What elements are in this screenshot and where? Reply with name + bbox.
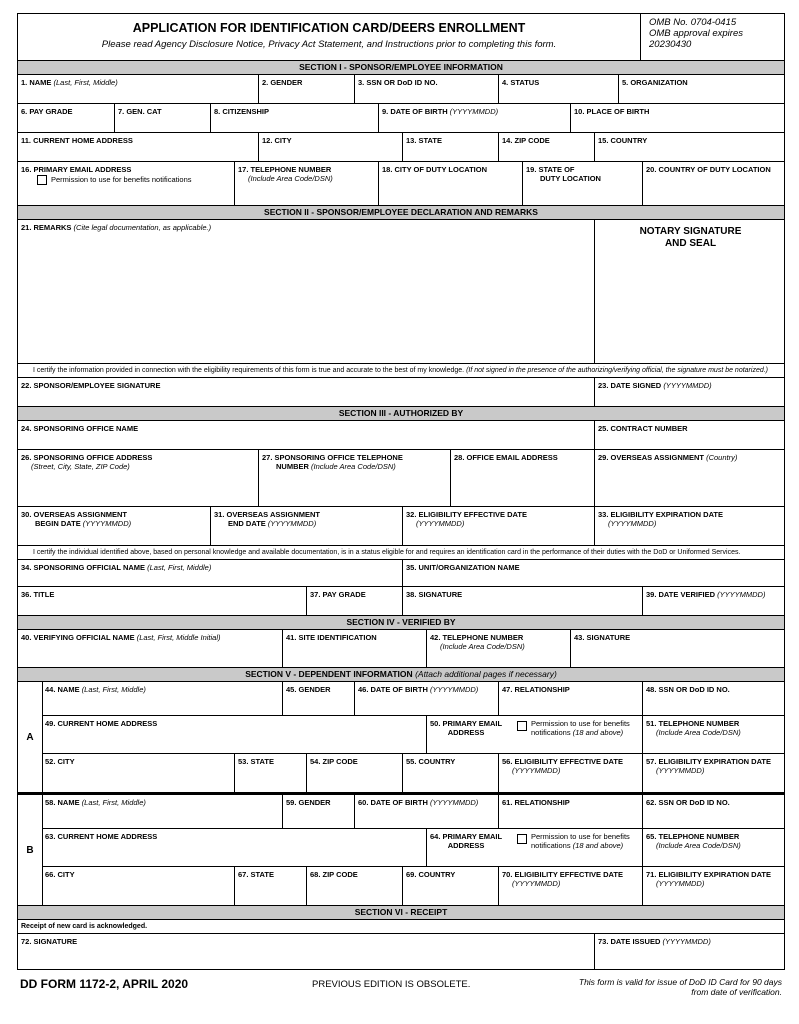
dep-a-state[interactable]: 53. STATE <box>234 754 306 792</box>
field-pay-grade[interactable]: 6. PAY GRADE <box>21 107 73 116</box>
field-gender[interactable]: 2. GENDER <box>258 75 354 103</box>
field-remarks[interactable]: 21. REMARKS (Cite legal documentation, as applicable.) <box>21 223 212 232</box>
field-city[interactable]: 12. CITY <box>258 133 402 161</box>
dep-b-email[interactable]: 64. PRIMARY EMAIL ADDRESS Permission to use for benefits notifications (18 and above) <box>426 829 642 866</box>
dep-b-name[interactable]: 58. NAME (Last, First, Middle) <box>45 798 146 807</box>
row-1 <box>17 75 785 104</box>
obsolete-notice: PREVIOUS EDITION IS OBSOLETE. <box>312 979 471 990</box>
field-zip[interactable]: 14. ZIP CODE <box>498 133 594 161</box>
dependent-a-label: A <box>18 682 43 792</box>
field-overseas-end[interactable]: 31. OVERSEAS ASSIGNMENT END DATE (YYYYMMDD) <box>210 507 402 545</box>
dep-a-eligibility-effective[interactable]: 56. ELIGIBILITY EFFECTIVE DATE (YYYYMMDD) <box>498 754 642 792</box>
dependent-a-row-2 <box>42 716 784 754</box>
field-office-email[interactable]: 28. OFFICE EMAIL ADDRESS <box>450 450 594 506</box>
field-name[interactable]: 1. NAME (Last, First, Middle) <box>21 78 118 87</box>
field-site-id[interactable]: 41. SITE IDENTIFICATION <box>282 630 426 667</box>
official-certification: I certify the individual identified above, based on personal knowledge and available documentation, is in a status eligible for and requires an identification card in the performance of their duties with the DoD or Uniformed Services. <box>17 546 785 560</box>
dependent-a <box>17 682 785 793</box>
validity-notice: This form is valid for issue of DoD ID Card for 90 days from date of verification. <box>578 977 782 997</box>
form-footer <box>17 977 785 1017</box>
dependent-a-row-3 <box>42 754 784 792</box>
field-verifier-signature[interactable]: 43. SIGNATURE <box>570 630 786 667</box>
field-verifier-name[interactable]: 40. VERIFYING OFFICIAL NAME (Last, First, Middle Initial) <box>21 633 221 642</box>
dependent-b-row-1 <box>42 795 784 829</box>
omb-box <box>640 14 785 60</box>
field-country[interactable]: 15. COUNTRY <box>594 133 786 161</box>
dependent-b-label: B <box>18 795 43 905</box>
field-office-name[interactable]: 24. SPONSORING OFFICE NAME <box>21 424 139 433</box>
field-contract-number[interactable]: 25. CONTRACT NUMBER <box>594 421 786 449</box>
dep-a-permission-checkbox[interactable] <box>517 721 527 731</box>
dep-b-relationship[interactable]: 61. RELATIONSHIP <box>498 795 642 828</box>
form-number: DD FORM 1172-2, APRIL 2020 <box>20 977 189 991</box>
section-1-header: SECTION I - SPONSOR/EMPLOYEE INFORMATION <box>17 61 785 75</box>
field-overseas-country[interactable]: 29. OVERSEAS ASSIGNMENT (Country) <box>594 450 786 506</box>
field-status[interactable]: 4. STATUS <box>498 75 618 103</box>
omb-number: OMB No. 0704-0415 <box>649 17 737 28</box>
dep-a-country[interactable]: 55. COUNTRY <box>402 754 498 792</box>
row-office-address <box>17 450 785 507</box>
row-verifier <box>17 630 785 668</box>
sponsor-certification: I certify the information provided in connection with the eligibility requirements of this form is true and accurate to the best of my knowledge. (If not signed in the presence of the authorizing/verifying official, the signature must be notarized.) <box>17 364 785 378</box>
field-official-pay-grade[interactable]: 37. PAY GRADE <box>306 587 402 615</box>
dep-b-dob[interactable]: 60. DATE OF BIRTH (YYYYMMDD) <box>354 795 498 828</box>
field-eligibility-effective[interactable]: 32. ELIGIBILITY EFFECTIVE DATE (YYYYMMDD) <box>402 507 594 545</box>
receipt-acknowledgement: Receipt of new card is acknowledged. <box>17 920 785 934</box>
field-sponsor-signature[interactable]: 22. SPONSOR/EMPLOYEE SIGNATURE <box>21 381 161 390</box>
field-state[interactable]: 13. STATE <box>402 133 498 161</box>
field-date-verified[interactable]: 39. DATE VERIFIED (YYYYMMDD) <box>642 587 786 615</box>
field-date-signed[interactable]: 23. DATE SIGNED (YYYYMMDD) <box>594 378 786 406</box>
form-subtitle: Please read Agency Disclosure Notice, Privacy Act Statement, and Instructions prior to completing this form. <box>101 39 557 50</box>
dep-b-address[interactable]: 63. CURRENT HOME ADDRESS <box>45 832 158 841</box>
dep-a-ssn[interactable]: 48. SSN OR DoD ID NO. <box>642 682 785 715</box>
field-dob[interactable]: 9. DATE OF BIRTH (YYYYMMDD) <box>378 104 570 132</box>
field-duty-city[interactable]: 18. CITY OF DUTY LOCATION <box>378 162 522 205</box>
row-2 <box>17 104 785 133</box>
field-official-signature[interactable]: 38. SIGNATURE <box>402 587 642 615</box>
omb-date: 20230430 <box>649 39 692 50</box>
field-verifier-telephone[interactable]: 42. TELEPHONE NUMBER (Include Area Code/DSN) <box>426 630 570 667</box>
dep-b-country[interactable]: 69. COUNTRY <box>402 867 498 905</box>
field-duty-state[interactable]: 19. STATE OF DUTY LOCATION <box>522 162 642 205</box>
benefits-permission-checkbox[interactable] <box>37 175 47 185</box>
row-3 <box>17 133 785 162</box>
dep-b-eligibility-expiration[interactable]: 71. ELIGIBILITY EXPIRATION DATE (YYYYMMDD) <box>642 867 785 905</box>
field-title[interactable]: 36. TITLE <box>21 590 55 599</box>
field-telephone[interactable]: 17. TELEPHONE NUMBER (Include Area Code/DSN) <box>234 162 378 205</box>
dep-a-zip[interactable]: 54. ZIP CODE <box>306 754 402 792</box>
field-gen-cat[interactable]: 7. GEN. CAT <box>114 104 210 132</box>
section-4-header: SECTION IV - VERIFIED BY <box>17 616 785 630</box>
field-office-address[interactable]: 26. SPONSORING OFFICE ADDRESS (Street, City, State, ZIP Code) <box>21 453 153 471</box>
remarks-row <box>17 220 785 364</box>
dep-a-email[interactable]: 50. PRIMARY EMAIL ADDRESS Permission to use for benefits notifications (18 and above) <box>426 716 642 753</box>
field-primary-email[interactable]: 16. PRIMARY EMAIL ADDRESS Permission to use for benefits notifications <box>21 165 192 184</box>
dependent-b-row-3 <box>42 867 784 905</box>
dep-a-address[interactable]: 49. CURRENT HOME ADDRESS <box>45 719 158 728</box>
dep-b-ssn[interactable]: 62. SSN OR DoD ID NO. <box>642 795 785 828</box>
dependent-b-row-2 <box>42 829 784 867</box>
row-title <box>17 587 785 616</box>
dep-b-zip[interactable]: 68. ZIP CODE <box>306 867 402 905</box>
field-place-of-birth[interactable]: 10. PLACE OF BIRTH <box>570 104 786 132</box>
field-ssn[interactable]: 3. SSN OR DoD ID NO. <box>354 75 498 103</box>
dep-b-city[interactable]: 66. CITY <box>45 870 75 879</box>
field-unit-name[interactable]: 35. UNIT/ORGANIZATION NAME <box>402 560 786 586</box>
field-official-name[interactable]: 34. SPONSORING OFFICIAL NAME (Last, First, Middle) <box>21 563 212 572</box>
form-title: APPLICATION FOR IDENTIFICATION CARD/DEERS ENROLLMENT <box>132 21 526 35</box>
dep-a-relationship[interactable]: 47. RELATIONSHIP <box>498 682 642 715</box>
dep-a-gender[interactable]: 45. GENDER <box>282 682 354 715</box>
omb-approval: OMB approval expires <box>649 28 743 39</box>
field-organization[interactable]: 5. ORGANIZATION <box>618 75 786 103</box>
field-eligibility-expiration[interactable]: 33. ELIGIBILITY EXPIRATION DATE (YYYYMMDD) <box>594 507 786 545</box>
field-citizenship[interactable]: 8. CITIZENSHIP <box>210 104 378 132</box>
section-5-header: SECTION V - DEPENDENT INFORMATION (Attach additional pages if necessary) <box>17 668 785 682</box>
notary-seal-box: NOTARY SIGNATURE AND SEAL <box>594 220 786 363</box>
form-header <box>17 13 785 61</box>
dep-a-city[interactable]: 52. CITY <box>45 757 75 766</box>
dep-a-dob[interactable]: 46. DATE OF BIRTH (YYYYMMDD) <box>354 682 498 715</box>
dep-b-state[interactable]: 67. STATE <box>234 867 306 905</box>
field-overseas-begin[interactable]: 30. OVERSEAS ASSIGNMENT BEGIN DATE (YYYYMMDD) <box>21 510 132 528</box>
field-receipt-signature[interactable]: 72. SIGNATURE <box>21 937 78 946</box>
benefits-permission-label: Permission to use for benefits notifications <box>51 175 192 184</box>
field-duty-country[interactable]: 20. COUNTRY OF DUTY LOCATION <box>642 162 786 205</box>
row-overseas-dates <box>17 507 785 546</box>
dep-a-name[interactable]: 44. NAME (Last, First, Middle) <box>45 685 146 694</box>
field-home-address[interactable]: 11. CURRENT HOME ADDRESS <box>21 136 133 145</box>
dependent-a-row-1 <box>42 682 784 716</box>
dependent-b <box>17 793 785 906</box>
section-3-header: SECTION III - AUTHORIZED BY <box>17 407 785 421</box>
row-4 <box>17 162 785 206</box>
dd-form-1172-2 <box>17 13 785 970</box>
dep-b-gender[interactable]: 59. GENDER <box>282 795 354 828</box>
section-2-header: SECTION II - SPONSOR/EMPLOYEE DECLARATION AND REMARKS <box>17 206 785 220</box>
field-date-issued[interactable]: 73. DATE ISSUED (YYYYMMDD) <box>594 934 786 969</box>
field-office-telephone[interactable]: 27. SPONSORING OFFICE TELEPHONE NUMBER (Include Area Code/DSN) <box>258 450 450 506</box>
dep-b-permission-checkbox[interactable] <box>517 834 527 844</box>
dep-b-eligibility-effective[interactable]: 70. ELIGIBILITY EFFECTIVE DATE (YYYYMMDD) <box>498 867 642 905</box>
row-office <box>17 421 785 450</box>
dep-a-eligibility-expiration[interactable]: 57. ELIGIBILITY EXPIRATION DATE (YYYYMMDD) <box>642 754 785 792</box>
dep-a-telephone[interactable]: 51. TELEPHONE NUMBER (Include Area Code/DSN) <box>642 716 785 753</box>
row-receipt <box>17 934 785 970</box>
dep-b-telephone[interactable]: 65. TELEPHONE NUMBER (Include Area Code/DSN) <box>642 829 785 866</box>
row-signature <box>17 378 785 407</box>
section-6-header: SECTION VI - RECEIPT <box>17 906 785 920</box>
row-official <box>17 560 785 587</box>
